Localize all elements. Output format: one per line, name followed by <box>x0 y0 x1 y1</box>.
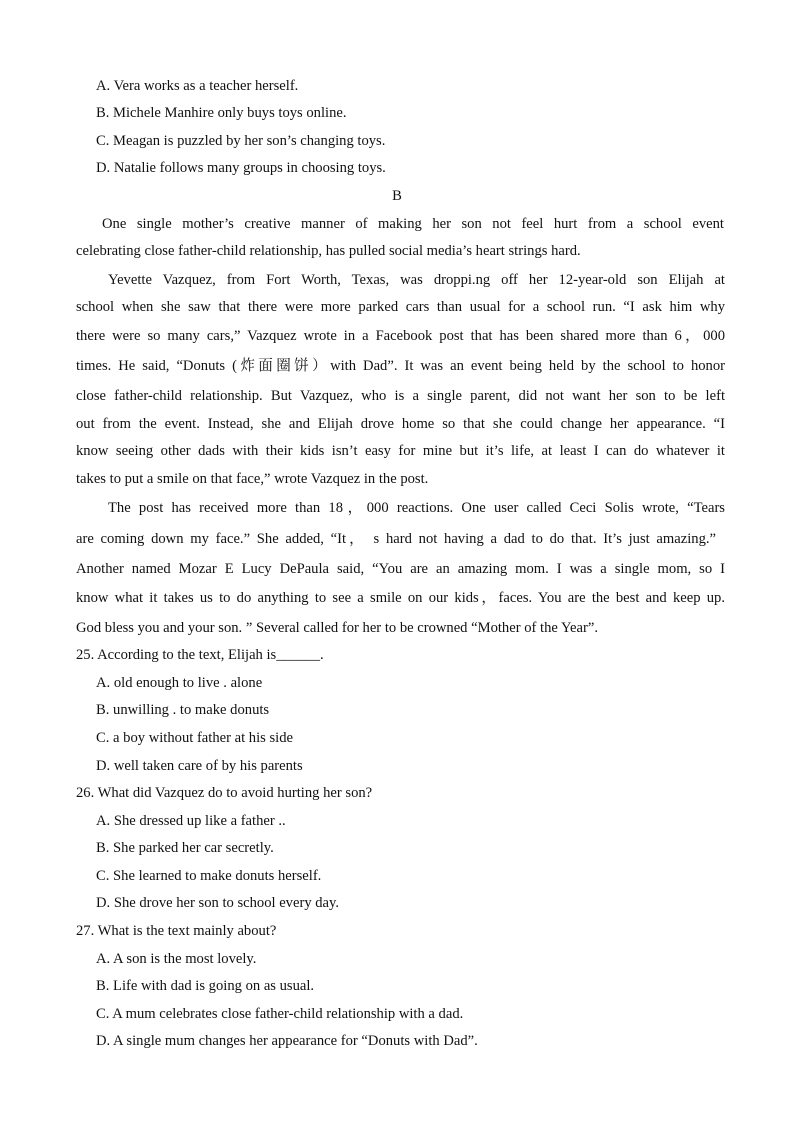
section-label: B <box>392 188 402 204</box>
prev-option-c: C. Meagan is puzzled by her son’s changing toys. <box>96 133 386 149</box>
passage-p2-line-7: know seeing other dads with their kids isn’t easy for mine but it’s life, at least I can do whatever it <box>76 443 725 459</box>
question-25-option-a: A. old enough to live . alone <box>96 675 263 691</box>
passage-p3-line-2: are coming down my face.” She added, “It， s hard not having a dad to do that. It’s just amazing.” <box>76 531 716 547</box>
question-26-option-d: D. She drove her son to school every day. <box>96 895 340 911</box>
question-26-option-b: B. She parked her car secretly. <box>96 840 274 856</box>
prev-option-d: D. Natalie follows many groups in choosing toys. <box>96 160 386 176</box>
passage-p2-line-2: school when she saw that there were more parked cars than usual for a school run. “I ask him why <box>76 299 725 315</box>
question-26-stem: 26. What did Vazquez do to avoid hurting her son? <box>76 785 373 801</box>
passage-p2-line-4: times. He said, “Donuts (炸面圈饼）with Dad”. It was an event being held by the school to honor <box>76 358 725 374</box>
question-25-option-d: D. well taken care of by his parents <box>96 758 303 774</box>
question-27-option-c: C. A mum celebrates close father-child relationship with a dad. <box>96 1006 464 1022</box>
passage-p2-line-3: there were so many cars,” Vazquez wrote in a Facebook post that has been shared more than 6，000 <box>76 328 725 344</box>
prev-option-b: B. Michele Manhire only buys toys online. <box>96 105 347 121</box>
question-26-option-c: C. She learned to make donuts herself. <box>96 868 322 884</box>
question-27-stem: 27. What is the text mainly about? <box>76 923 277 939</box>
passage-p2-line-8: takes to put a smile on that face,” wrote Vazquez in the post. <box>76 471 429 487</box>
question-26-option-a: A. She dressed up like a father .. <box>96 813 286 829</box>
passage-p3-line-3: Another named Mozar E Lucy DePaula said, “You are an amazing mom. I was a single mom, so I <box>76 561 725 577</box>
passage-p3-line-4: know what it takes us to do anything to see a smile on our kids，faces. You are the best and keep up. <box>76 590 725 606</box>
question-25-option-c: C. a boy without father at his side <box>96 730 293 746</box>
prev-option-a: A. Vera works as a teacher herself. <box>96 78 299 94</box>
question-25-stem: 25. According to the text, Elijah is______. <box>76 647 324 663</box>
passage-p2-line-6: out from the event. Instead, she and Elijah drove home so that she could change her appearance. “I <box>76 416 725 432</box>
question-25-option-b: B. unwilling . to make donuts <box>96 702 270 718</box>
passage-p1-line-1: One single mother’s creative manner of making her son not feel hurt from a school event <box>102 216 724 232</box>
passage-p2-line-1: Yevette Vazquez, from Fort Worth, Texas, was droppi.ng off her 12-year-old son Elijah at <box>108 272 725 288</box>
passage-p1-line-2: celebrating close father-child relationship, has pulled social media’s heart strings hard. <box>76 243 581 259</box>
question-27-option-a: A. A son is the most lovely. <box>96 951 257 967</box>
question-27-option-b: B. Life with dad is going on as usual. <box>96 978 315 994</box>
passage-p3-line-5: God bless you and your son. ” Several called for her to be crowned “Mother of the Year”. <box>76 620 598 636</box>
passage-p3-line-1: The post has received more than 18，000 reactions. One user called Ceci Solis wrote, “Tears <box>108 500 725 516</box>
passage-p2-line-5: close father-child relationship. But Vazquez, who is a single parent, did not want her son to be left <box>76 388 725 404</box>
question-27-option-d: D. A single mum changes her appearance for “Donuts with Dad”. <box>96 1033 478 1049</box>
